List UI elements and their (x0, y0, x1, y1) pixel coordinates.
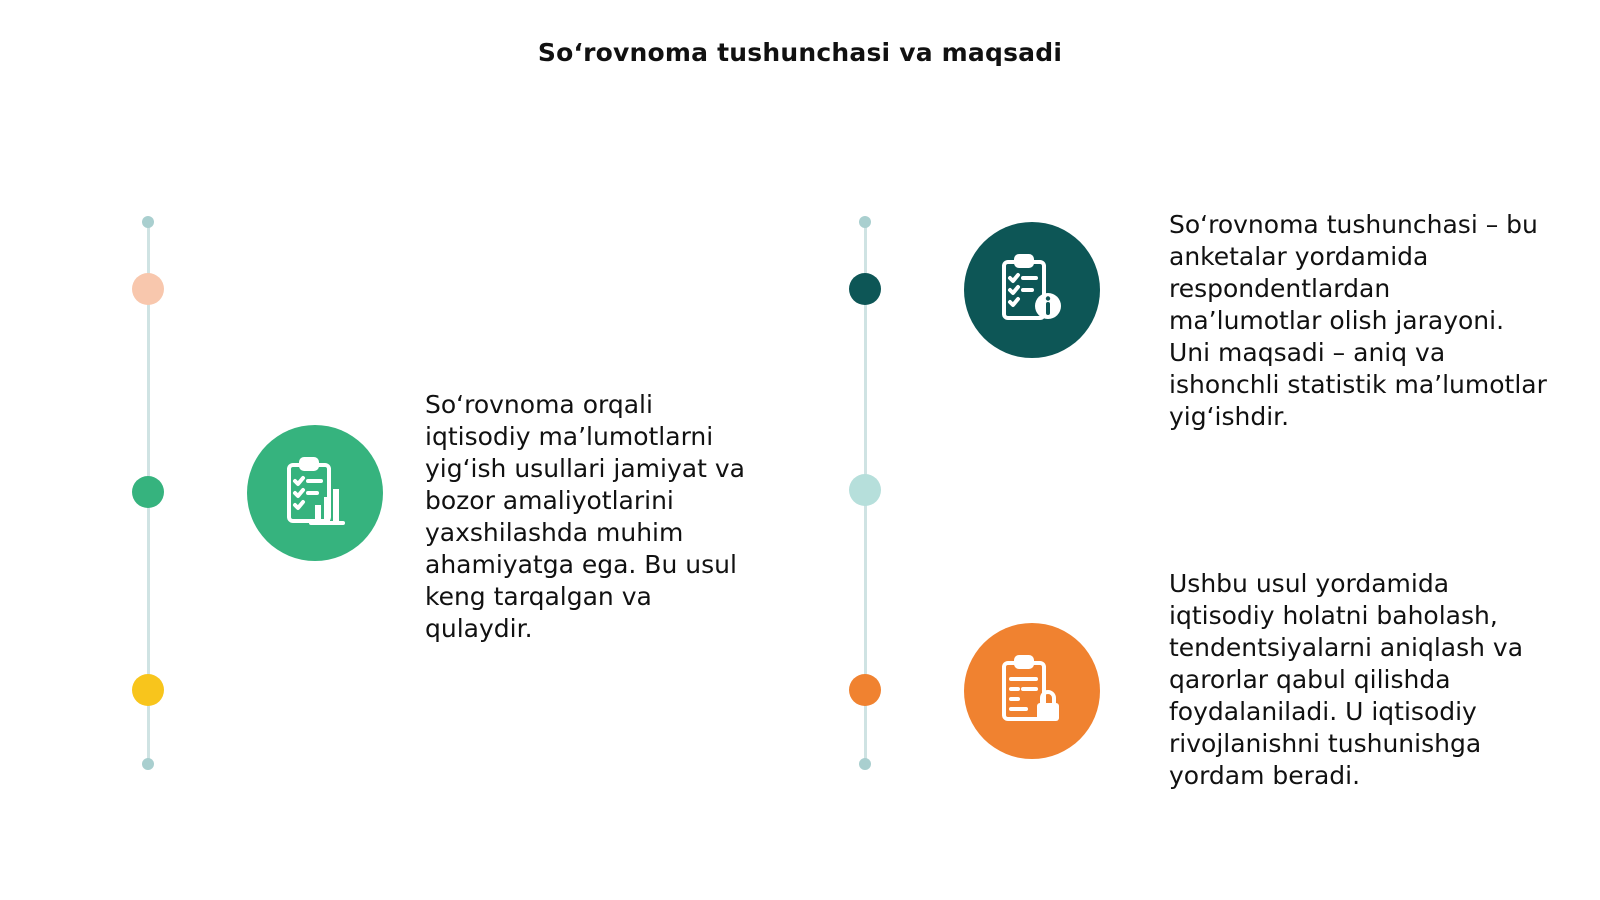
left-timeline-top-end-dot (142, 216, 154, 228)
clipboard-info-icon (964, 222, 1100, 358)
right-timeline-dark-teal-dot (849, 273, 881, 305)
right-timeline-orange-dot (849, 674, 881, 706)
left-timeline-green-dot (132, 476, 164, 508)
item-text-right-bottom: Ushbu usul yordamida iqtisodiy holatni baholash, tendentsiyalarni aniqlash va qarorlar qabul qilishda foydalaniladi. U iqtisodiy rivojlanishni tushunishga yordam beradi. (1169, 569, 1524, 790)
right-timeline-light-teal-dot (849, 474, 881, 506)
clipboard-lock-icon (964, 623, 1100, 759)
item-text-left: So‘rovnoma orqali iqtisodiy ma’lumotlarni yig‘ish usullari jamiyat va bozor amaliyotlarini yaxshilashda muhim ahamiyatga ega. Bu usul keng tarqalgan va qulaydir. (425, 390, 745, 643)
page-title: So‘rovnoma tushunchasi va maqsadi (537, 38, 1063, 67)
item-text-right-top: So‘rovnoma tushunchasi – bu anketalar yordamida respondentlardan ma’lumotlar olish jarayoni. Uni maqsadi – aniq va ishonchli statistik ma’lumotlar yig‘ishdir. (1169, 210, 1547, 431)
left-timeline-bottom-end-dot (142, 758, 154, 770)
left-timeline-yellow-dot (132, 674, 164, 706)
right-timeline-bottom-end-dot (859, 758, 871, 770)
left-timeline-peach-dot (132, 273, 164, 305)
right-timeline-top-end-dot (859, 216, 871, 228)
clipboard-chart-icon (247, 425, 383, 561)
